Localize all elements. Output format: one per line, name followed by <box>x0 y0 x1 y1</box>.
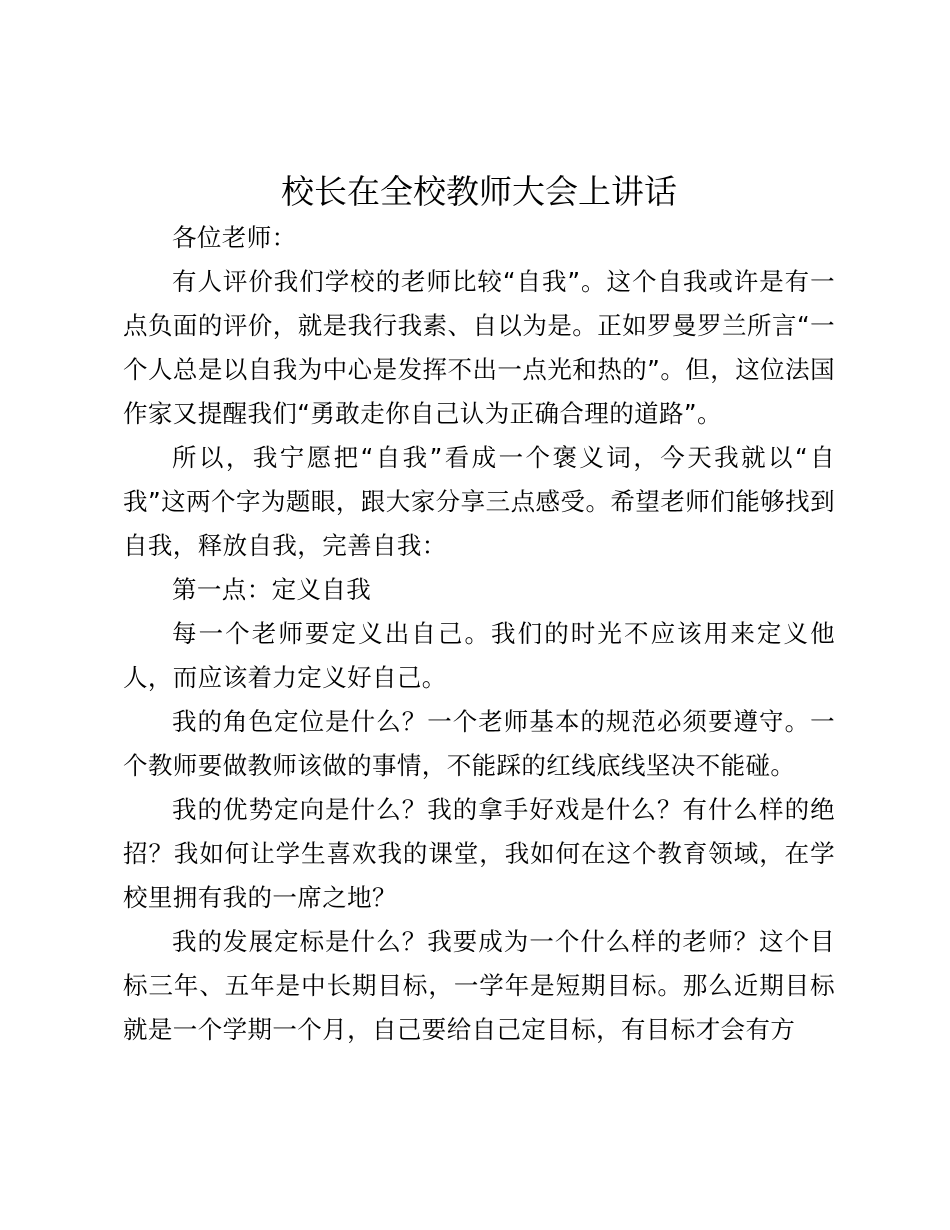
document-title: 校长在全校教师大会上讲话 <box>281 172 677 211</box>
section-heading-1: 第一点：定义自我 <box>172 575 372 604</box>
body-paragraph-6: 我的发展定标是什么？我要成为一个什么样的老师？这个目标三年、五年是中长期目标，一学年是短期目标。那么近期目标就是一个学期一个月，自己要给自己定目标，有目标才会有方 <box>123 927 835 1044</box>
body-paragraph-4: 我的角色定位是什么？一个老师基本的规范必须要遵守。一个教师要做教师该做的事情，不能踩的红线底线坚决不能碰。 <box>123 707 835 780</box>
body-paragraph-1: 有人评价我们学校的老师比较“自我”。这个自我或许是有一点负面的评价，就是我行我素、自以为是。正如罗曼罗兰所言“一个人总是以自我为中心是发挥不出一点光和热的”。但，这位法国作家又提醒我们“勇敢走你自己认为正确合理的道路”。 <box>123 267 835 428</box>
body-paragraph-2: 所以，我宁愿把“自我”看成一个褒义词，今天我就以“自我”这两个字为题眼，跟大家分享三点感受。希望老师们能够找到自我，释放自我，完善自我： <box>123 443 835 560</box>
body-paragraph-3: 每一个老师要定义出自己。我们的时光不应该用来定义他人，而应该着力定义好自己。 <box>123 619 835 692</box>
body-paragraph-5: 我的优势定向是什么？我的拿手好戏是什么？有什么样的绝招？我如何让学生喜欢我的课堂，我如何在这个教育领域，在学校里拥有我的一席之地？ <box>123 795 835 912</box>
document-page <box>123 168 835 1052</box>
salutation: 各位老师： <box>172 223 297 252</box>
